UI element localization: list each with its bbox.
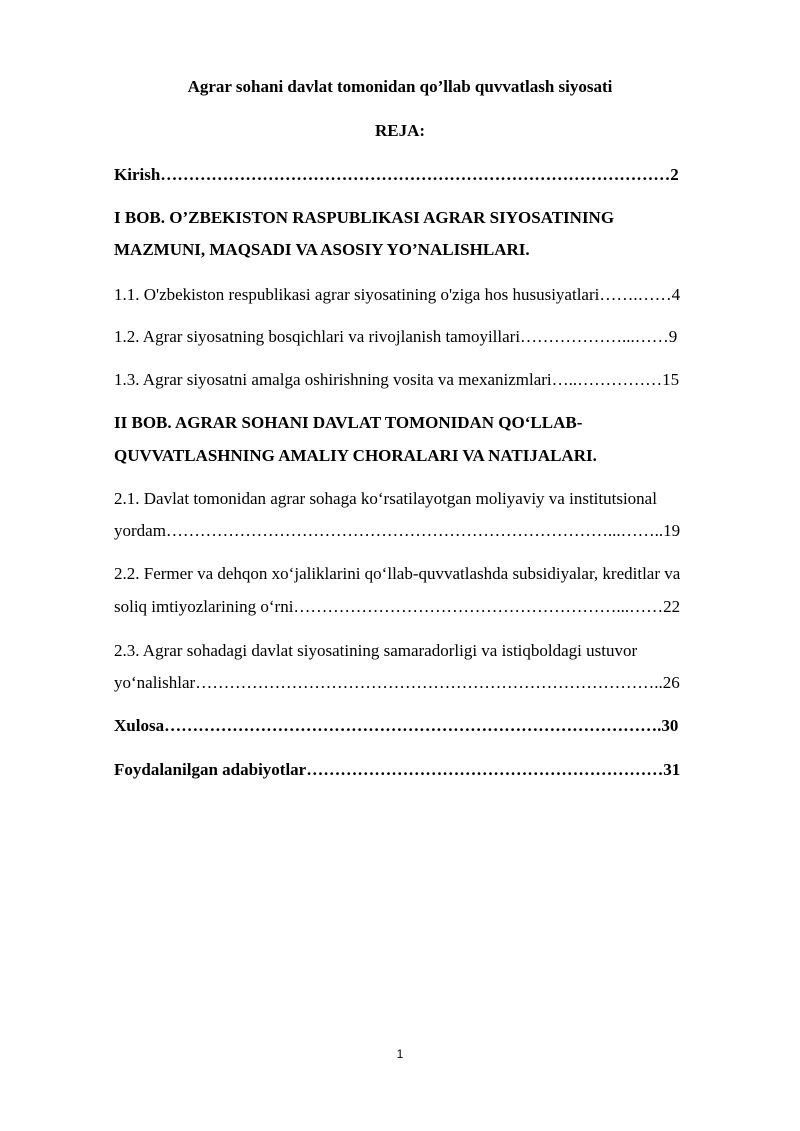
toc-entry-2-1-line1: 2.1. Davlat tomonidan agrar sohaga ko‘rsatilayotgan moliyaviy va institutsional: [114, 489, 657, 508]
page-number: 1: [396, 1047, 404, 1061]
toc-chapter1-line2: MAZMUNI, MAQSADI VA ASOSIY YO’NALISHLARI.: [114, 240, 530, 259]
toc-entry-2-2-line2: soliq imtiyozlarining o‘rni…………………………………………………...……22: [114, 597, 681, 616]
toc-entry-xulosa: Xulosa…………………………………………………………………………….30: [114, 716, 679, 735]
toc-entry-adabiyotlar: Foydalanilgan adabiyotlar………………………………………………………31: [114, 760, 681, 779]
toc-entry-kirish: Kirish………………………………………………………………………………2: [114, 165, 679, 184]
plan-heading: REJA:: [374, 121, 426, 140]
toc-entry-1-3: 1.3. Agrar siyosatni amalga oshirishning vosita va mexanizmlari…..……………15: [114, 370, 680, 389]
toc-entry-2-2-line1: 2.2. Fermer va dehqon xo‘jaliklarini qo‘llab-quvvatlashda subsidiyalar, kreditlar va: [114, 564, 681, 583]
toc-chapter2-line1: II BOB. AGRAR SOHANI DAVLAT TOMONIDAN QO‘LLAB-: [114, 413, 583, 432]
toc-entry-1-2: 1.2. Agrar siyosatning bosqichlari va rivojlanish tamoyillari………………...……9: [114, 327, 678, 346]
document-title: Agrar sohani davlat tomonidan qo’llab quvvatlash siyosati: [187, 77, 613, 96]
toc-entry-2-3-line1: 2.3. Agrar sohadagi davlat siyosatining samaradorligi va istiqboldagi ustuvor: [114, 641, 638, 660]
toc-entry-2-1-line2: yordam……………………………………………………………………...……..19: [114, 521, 681, 540]
toc-entry-1-1: 1.1. O'zbekiston respublikasi agrar siyosatining o'ziga hos hususiyatlari…….……4: [114, 285, 681, 304]
toc-chapter2-line2: QUVVATLASHNING AMALIY CHORALARI VA NATIJALARI.: [114, 446, 597, 465]
toc-entry-2-3-line2: yo‘nalishlar………………………………………………………………………..26: [114, 673, 680, 692]
toc-chapter1-line1: I BOB. O’ZBEKISTON RASPUBLIKASI AGRAR SIYOSATINING: [114, 208, 615, 227]
